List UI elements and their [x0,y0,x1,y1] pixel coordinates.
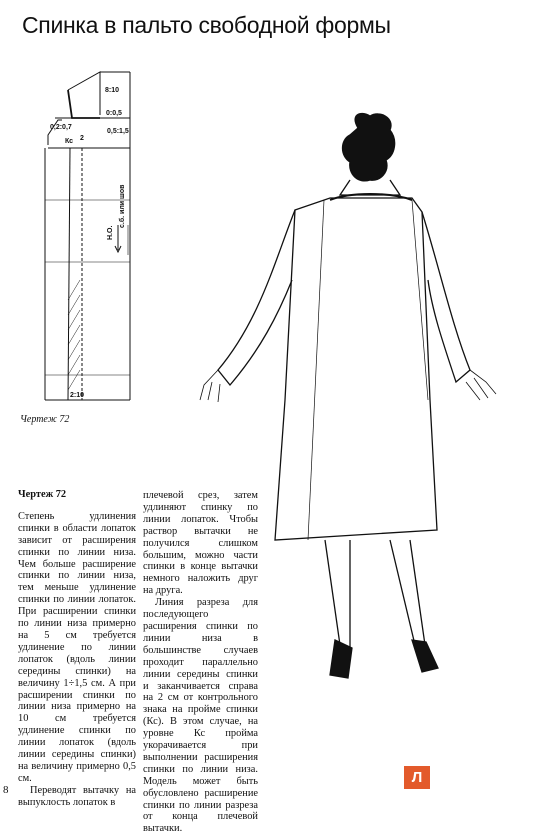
page-number: 8 [3,784,9,796]
pattern-drawing [0,60,160,410]
paragraph: Линия разреза для последующего расширения спинки по линии низа в большинстве случаев проходит параллельно линии середины спинки и заканчивается справа на 2 см от контрольного знака на пройме спинки (Кс). В этом случае, на уровне Кс пройма укорачивается при выполнении расширения спинки по линии низа. Модель может быть обусловлено расширение спинки по линии разреза от конца плечевой вытачки. [143,597,258,835]
text-column-1 [18,489,136,809]
label-l6: 2 [80,135,84,142]
paragraph: Степень удлинения спинки в области лопаток зависит от расширения спинки по линии низа. Чем больше расширение спинки по линии низа, тем меньше удлинение спинки по линии лопаток. При расширении спинки по линии низа примерно на 5 см требуется удлинение по линии лопаток (вдоль линии середины спинки) на величину 1÷1,5 см. А при расширении спинки по линии низа примерно на 10 см требуется удлинение спинки по линии лопаток (вдоль линии середины спинки) на величину примерно 0,5 см. [18,510,136,784]
label-l2: 0:0,5 [106,110,122,117]
publisher-logo: Л [404,766,430,789]
label-l7: Н.О. [107,225,114,240]
paragraph: Переводят вытачку на выпуклость лопаток в [18,784,136,808]
label-l9: 2:10 [70,392,85,399]
text-column-2 [143,490,258,835]
label-l5: Кс [65,138,74,145]
label-l8: с.б. или шов [119,184,126,228]
label-l3: 0,2:0,7 [50,124,72,131]
paragraph: плечевой срез, затем удлиняют спинку по линии лопаток. Чтобы раствор вытачки не получился слишком большим, можно части спинки в конце вытачки немного наложить друг на друга. [143,490,258,597]
label-l4: 0,5:1,5 [107,128,129,135]
page-title: Спинка в пальто свободной формы [22,12,391,38]
section-heading: Чертеж 72 [18,489,67,500]
label-l1: 8:10 [105,87,120,94]
figure-caption: Чертеж 72 [20,414,70,425]
